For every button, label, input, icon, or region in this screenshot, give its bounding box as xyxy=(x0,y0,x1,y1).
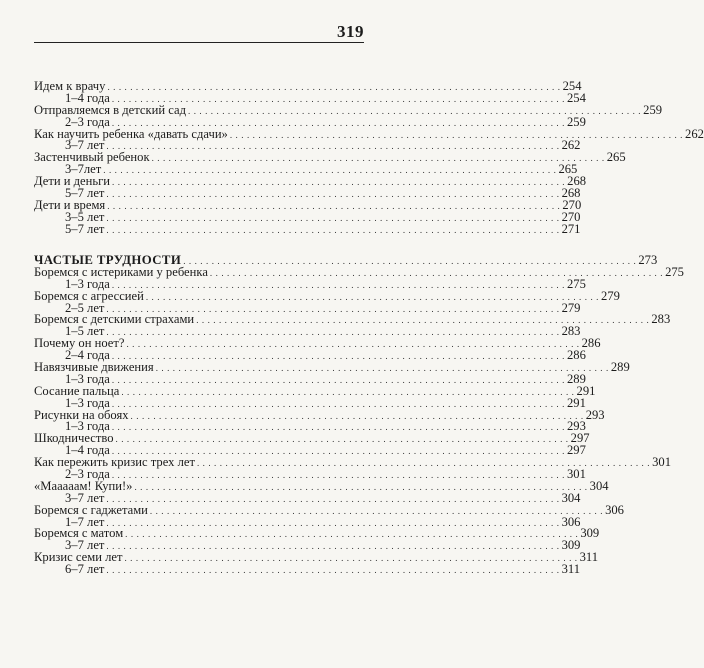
header-rule xyxy=(34,42,364,43)
dot-leader: . . . . . . . . . . . . . . . . . . . . . . . . . . . . . . . . . . . . . . . . . . . . . . . . . . . . . . . . . . . . . . . . . . . . . . . . . . . . . . . . xyxy=(107,200,561,211)
dot-leader: . . . . . . . . . . . . . . . . . . . . . . . . . . . . . . . . . . . . . . . . . . . . . . . . . . . . . . . . . . . . . . . . . . . . . . . . . . . . . . . . xyxy=(111,351,565,362)
toc-page-number: 273 xyxy=(638,253,658,267)
toc-entry-title: 3–7 лет xyxy=(65,538,105,553)
toc-entry-title: 1–5 лет xyxy=(65,324,105,339)
toc-entry-title: Отправляемся в детский сад xyxy=(34,102,186,117)
toc-page-number: 309 xyxy=(580,526,600,541)
toc-page-number: 270 xyxy=(561,209,581,224)
dot-leader: . . . . . . . . . . . . . . . . . . . . . . . . . . . . . . . . . . . . . . . . . . . . . . . . . . . . . . . . . . . . . . . . . . . . . . . . . . . . . . . . xyxy=(134,481,588,492)
toc-page-number: 306 xyxy=(561,514,581,529)
toc-page-number: 286 xyxy=(566,348,586,363)
toc-entry-title: «Мааааам! Купи!» xyxy=(34,478,133,493)
dot-leader: . . . . . . . . . . . . . . . . . . . . . . . . . . . . . . . . . . . . . . . . . . . . . . . . . . . . . . . . . . . . . . . . . . . . . . . . . . . . . . . . xyxy=(155,363,609,374)
dot-leader: . . . . . . . . . . . . . . . . . . . . . . . . . . . . . . . . . . . . . . . . . . . . . . . . . . . . . . . . . . . . . . . . . . . . . . . . . . . . . . . . xyxy=(209,267,664,278)
dot-leader: . . . . . . . . . . . . . . . . . . . . . . . . . . . . . . . . . . . . . . . . . . . . . . . . . . . . . . . . . . . . . . . . . . . . . . . . . . . . . . . . xyxy=(111,446,565,457)
toc-entry-title: 1–4 года xyxy=(65,443,110,458)
toc-entry-title: Застенчивый ребенок xyxy=(34,150,150,165)
toc-entry-title: Навязчивые движения xyxy=(34,360,154,375)
toc-page-number: 291 xyxy=(566,395,586,410)
toc-page-number: 270 xyxy=(562,197,582,212)
toc-entry-title: Сосание пальца xyxy=(34,383,120,398)
dot-leader: . . . . . . . . . . . . . . . . . . . . . . . . . . . . . . . . . . . . . . . . . . . . . . . . . . . . . . . . . . . . . . . . . . . . . . . . . . . . . . . . xyxy=(106,189,560,200)
dot-leader: . . . . . . . . . . . . . . . . . . . . . . . . . . . . . . . . . . . . . . . . . . . . . . . . . . . . . . . . . . . . . . . . . . . . . . . . . . . . . . . . xyxy=(103,165,557,176)
toc-entry-title: 2–3 года xyxy=(65,114,110,129)
toc-page-number: 268 xyxy=(561,186,581,201)
toc-page-number: 304 xyxy=(589,478,609,493)
dot-leader: . . . . . . . . . . . . . . . . . . . . . . . . . . . . . . . . . . . . . . . . . . . . . . . . . . . . . . . . . . . . . . . . . . . . . . . . . . . . . . . . xyxy=(112,177,566,188)
toc-entry-title: Как научить ребенка «давать сдачи» xyxy=(34,126,228,141)
dot-leader: . . . . . . . . . . . . . . . . . . . . . . . . . . . . . . . . . . . . . . . . . . . . . . . . . . . . . . . . . . . . . . . . . . . . . . . . . . . . . . . . xyxy=(107,82,561,92)
dot-leader: . . . . . . . . . . . . . . . . . . . . . . . . . . . . . . . . . . . . . . . . . . . . . . . . . . . . . . . . . . . . . . . . . . . . . . . . . . . . . . . . xyxy=(106,565,560,576)
dot-leader: . . . . . . . . . . . . . . . . . . . . . . . . . . . . . . . . . . . . . . . . . . . . . . . . . . . . . . . . . . . . . . . . . . . . . . . . . . . . . . . . xyxy=(115,434,569,445)
toc-entry-title: Почему он ноет? xyxy=(34,336,125,351)
toc-entry-title: 5–7 лет xyxy=(65,186,105,201)
toc-entry-title: Боремся с матом xyxy=(34,526,124,541)
toc-entry-title: Рисунки на обоях xyxy=(34,407,129,422)
toc-page-number: 268 xyxy=(567,174,587,189)
toc-entry-title: Дети и деньги xyxy=(34,174,110,189)
toc-page-number: 283 xyxy=(651,312,671,327)
dot-leader: . . . . . . . . . . . . . . . . . . . . . . . . . . . . . . . . . . . . . . . . . . . . . . . . . . . . . . . . . . . . . . . . . . . . . . . . . . . . . . . . xyxy=(111,374,565,385)
toc-page-number: 271 xyxy=(561,221,581,236)
toc-entry-title: Боремся с детскими страхами xyxy=(34,312,195,327)
toc-page-number: 301 xyxy=(652,455,671,470)
dot-leader: . . . . . . . . . . . . . . . . . . . . . . . . . . . . . . . . . . . . . . . . . . . . . . . . . . . . . . . . . . . . . . . . . . . . . . . . . . . . . . . . xyxy=(188,105,642,116)
dot-leader: . . . . . . . . . . . . . . . . . . . . . . . . . . . . . . . . . . . . . . . . . . . . . . . . . . . . . . . . . . . . . . . . . . . . . . . . . . . . . . . . xyxy=(106,212,560,223)
page-number: 319 xyxy=(337,22,364,41)
dot-leader: . . . . . . . . . . . . . . . . . . . . . . . . . . . . . . . . . . . . . . . . . . . . . . . . . . . . . . . . . . . . . . . . . . . . . . . . . . . . . . . . xyxy=(106,327,560,338)
dot-leader: . . . . . . . . . . . . . . . . . . . . . . . . . . . . . . . . . . . . . . . . . . . . . . . . . . . . . . . . . . . . . . . . . . . . . . . . . . . . . . . . xyxy=(124,553,578,564)
toc-page-number: 254 xyxy=(566,90,586,105)
toc-entry-title: Идем к врачу xyxy=(34,79,106,93)
toc-page-number: 275 xyxy=(665,264,684,279)
dot-leader: . . . . . . . . . . . . . . . . . . . . . . . . . . . . . . . . . . . . . . . . . . . . . . . . . . . . . . . . . . . . . . . . . . . . . . . . . . . . . . . . xyxy=(149,505,604,516)
dot-leader: . . . . . . . . . . . . . . . . . . . . . . . . . . . . . . . . . . . . . . . . . . . . . . . . . . . . . . . . . . . . . . . . . . . . . . . . . . . . . . . . xyxy=(111,279,565,290)
toc-page-number: 265 xyxy=(558,162,578,177)
toc-page-number: 311 xyxy=(561,562,581,577)
dot-leader: . . . . . . . . . . . . . . . . . . . . . . . . . . . . . . . . . . . . . . . . . . . . . . . . . . . . . . . . . . . . . . . . . . . . . . . . . . . . . . . . xyxy=(106,303,560,314)
toc-entry-title: Дети и время xyxy=(34,197,106,212)
dot-leader: . . . . . . . . . . . . . . . . . . . . . . . . . . . . . . . . . . . . . . . . . . . . . . . . . . . . . . . . . . . . . . . . . . . . . . . . . . . . . . . . xyxy=(106,541,560,552)
dot-leader: . . . . . . . . . . . . . . . . . . . . . . . . . . . . . . . . . . . . . . . . . . . . . . . . . . . . . . . . . . . . . . . . . . . . . . . . . . . . . . . . xyxy=(111,422,565,433)
toc-page-number: 311 xyxy=(579,550,599,565)
dot-leader: . . . . . . . . . . . . . . . . . . . . . . . . . . . . . . . . . . . . . . . . . . . . . . . . . . . . . . . . . . . . . . . . . . . . . . . . . . . . . . . . xyxy=(111,398,565,409)
dot-leader: . . . . . . . . . . . . . . . . . . . . . . . . . . . . . . . . . . . . . . . . . . . . . . . . . . . . . . . . . . . . . . . . . . . . . . . . . . . . . . . . xyxy=(229,129,684,140)
toc-page-number: 262 xyxy=(561,138,581,153)
toc-subentry xyxy=(34,221,581,236)
toc-section xyxy=(34,253,684,577)
dot-leader: . . . . . . . . . . . . . . . . . . . . . . . . . . . . . . . . . . . . . . . . . . . . . . . . . . . . . . . . . . . . . . . . . . . . . . . . . . . . . . . . xyxy=(111,117,565,128)
dot-leader: . . . . . . . . . . . . . . . . . . . . . . . . . . . . . . . . . . . . . . . . . . . . . . . . . . . . . . . . . . . . . . . . . . . . . . . . . . . . . . . . xyxy=(111,93,565,104)
toc-page-number: 304 xyxy=(561,490,581,505)
toc-page-number: 289 xyxy=(610,360,630,375)
toc-entry-title: Боремся с истериками у ребенка xyxy=(34,264,208,279)
toc-entry-title: 2–5 лет xyxy=(65,300,105,315)
toc-page-number: 259 xyxy=(643,102,663,117)
toc-entry-title: 1–3 года xyxy=(65,395,110,410)
toc-page-number: 309 xyxy=(561,538,581,553)
toc-page-number: 283 xyxy=(561,324,581,339)
toc-entry-title: Как пережить кризис трех лет xyxy=(34,455,195,470)
toc-page-number: 291 xyxy=(576,383,596,398)
dot-leader: . . . . . . . . . . . . . . . . . . . . . . . . . . . . . . . . . . . . . . . . . . . . . . . . . . . . . . . . . . . . . . . . . . . . . . . . . . . . . . . . xyxy=(196,315,650,326)
toc-page-number: 265 xyxy=(606,150,626,165)
dot-leader: . . . . . . . . . . . . . . . . . . . . . . . . . . . . . . . . . . . . . . . . . . . . . . . . . . . . . . . . . . . . . . . . . . . . . . . . . . . . . . . . xyxy=(106,517,560,528)
dot-leader: . . . . . . . . . . . . . . . . . . . . . . . . . . . . . . . . . . . . . . . . . . . . . . . . . . . . . . . . . . . . . . . . . . . . . . . . . . . . . . . . xyxy=(121,386,575,397)
toc-entry-title: 5–7 лет xyxy=(65,221,105,236)
toc-entry-title: 3–5 лет xyxy=(65,209,105,224)
toc-page-number: 286 xyxy=(581,336,601,351)
dot-leader: . . . . . . . . . . . . . . . . . . . . . . . . . . . . . . . . . . . . . . . . . . . . . . . . . . . . . . . . . . . . . . . . . . . . . . . . . . . . . . . . xyxy=(183,256,637,266)
toc-entry-title: 1–7 лет xyxy=(65,514,105,529)
dot-leader: . . . . . . . . . . . . . . . . . . . . . . . . . . . . . . . . . . . . . . . . . . . . . . . . . . . . . . . . . . . . . . . . . . . . . . . . . . . . . . . . xyxy=(106,224,560,235)
toc-entry-title: 1–3 года xyxy=(65,419,110,434)
toc-page-number: 301 xyxy=(566,467,586,482)
dot-leader: . . . . . . . . . . . . . . . . . . . . . . . . . . . . . . . . . . . . . . . . . . . . . . . . . . . . . . . . . . . . . . . . . . . . . . . . . . . . . . . . xyxy=(145,291,600,302)
toc-entry-title: Шкодничество xyxy=(34,431,114,446)
dot-leader: . . . . . . . . . . . . . . . . . . . . . . . . . . . . . . . . . . . . . . . . . . . . . . . . . . . . . . . . . . . . . . . . . . . . . . . . . . . . . . . . xyxy=(130,410,584,421)
dot-leader: . . . . . . . . . . . . . . . . . . . . . . . . . . . . . . . . . . . . . . . . . . . . . . . . . . . . . . . . . . . . . . . . . . . . . . . . . . . . . . . . xyxy=(111,470,565,481)
toc-page-number: 254 xyxy=(562,79,582,93)
toc-entry-title: 3–7лет xyxy=(65,162,102,177)
toc-entry-title: Боремся с агрессией xyxy=(34,288,144,303)
dot-leader: . . . . . . . . . . . . . . . . . . . . . . . . . . . . . . . . . . . . . . . . . . . . . . . . . . . . . . . . . . . . . . . . . . . . . . . . . . . . . . . . xyxy=(125,529,579,540)
toc-entry-title: 1–4 года xyxy=(65,90,110,105)
toc-entry-title: Кризис семи лет xyxy=(34,550,123,565)
toc-page-number: 297 xyxy=(566,443,586,458)
dot-leader: . . . . . . . . . . . . . . . . . . . . . . . . . . . . . . . . . . . . . . . . . . . . . . . . . . . . . . . . . . . . . . . . . . . . . . . . . . . . . . . . xyxy=(196,458,651,469)
toc-subentry xyxy=(34,562,581,577)
toc-page-number: 279 xyxy=(601,288,620,303)
toc-entry-title: 1–3 года xyxy=(65,371,110,386)
toc-entry-title: 3–7 лет xyxy=(65,138,105,153)
toc-page-number: 275 xyxy=(566,276,586,291)
toc-page-number: 293 xyxy=(566,419,586,434)
dot-leader: . . . . . . . . . . . . . . . . . . . . . . . . . . . . . . . . . . . . . . . . . . . . . . . . . . . . . . . . . . . . . . . . . . . . . . . . . . . . . . . . xyxy=(106,141,560,152)
toc-page-number: 279 xyxy=(561,300,581,315)
toc-page-number: 297 xyxy=(570,431,590,446)
toc-entry-title: 2–3 года xyxy=(65,467,110,482)
toc-page-number: 293 xyxy=(585,407,605,422)
toc-page-number: 289 xyxy=(566,371,586,386)
toc-section xyxy=(34,79,704,236)
dot-leader: . . . . . . . . . . . . . . . . . . . . . . . . . . . . . . . . . . . . . . . . . . . . . . . . . . . . . . . . . . . . . . . . . . . . . . . . . . . . . . . . xyxy=(106,493,560,504)
toc-page-number: 262 xyxy=(685,126,704,141)
bleed-through-text xyxy=(160,644,280,652)
toc-entry-title: 3–7 лет xyxy=(65,490,105,505)
toc-page-number: 259 xyxy=(566,114,586,129)
dot-leader: . . . . . . . . . . . . . . . . . . . . . . . . . . . . . . . . . . . . . . . . . . . . . . . . . . . . . . . . . . . . . . . . . . . . . . . . . . . . . . . . xyxy=(151,153,605,164)
toc-entry-title: 6–7 лет xyxy=(65,562,105,577)
toc-entry-title: Боремся с гаджетами xyxy=(34,502,148,517)
toc-entry-title: ЧАСТЫЕ ТРУДНОСТИ xyxy=(34,253,182,267)
toc-page-number: 306 xyxy=(605,502,624,517)
toc-entry-title: 2–4 года xyxy=(65,348,110,363)
dot-leader: . . . . . . . . . . . . . . . . . . . . . . . . . . . . . . . . . . . . . . . . . . . . . . . . . . . . . . . . . . . . . . . . . . . . . . . . . . . . . . . . xyxy=(126,339,580,350)
toc-entry-title: 1–3 года xyxy=(65,276,110,291)
